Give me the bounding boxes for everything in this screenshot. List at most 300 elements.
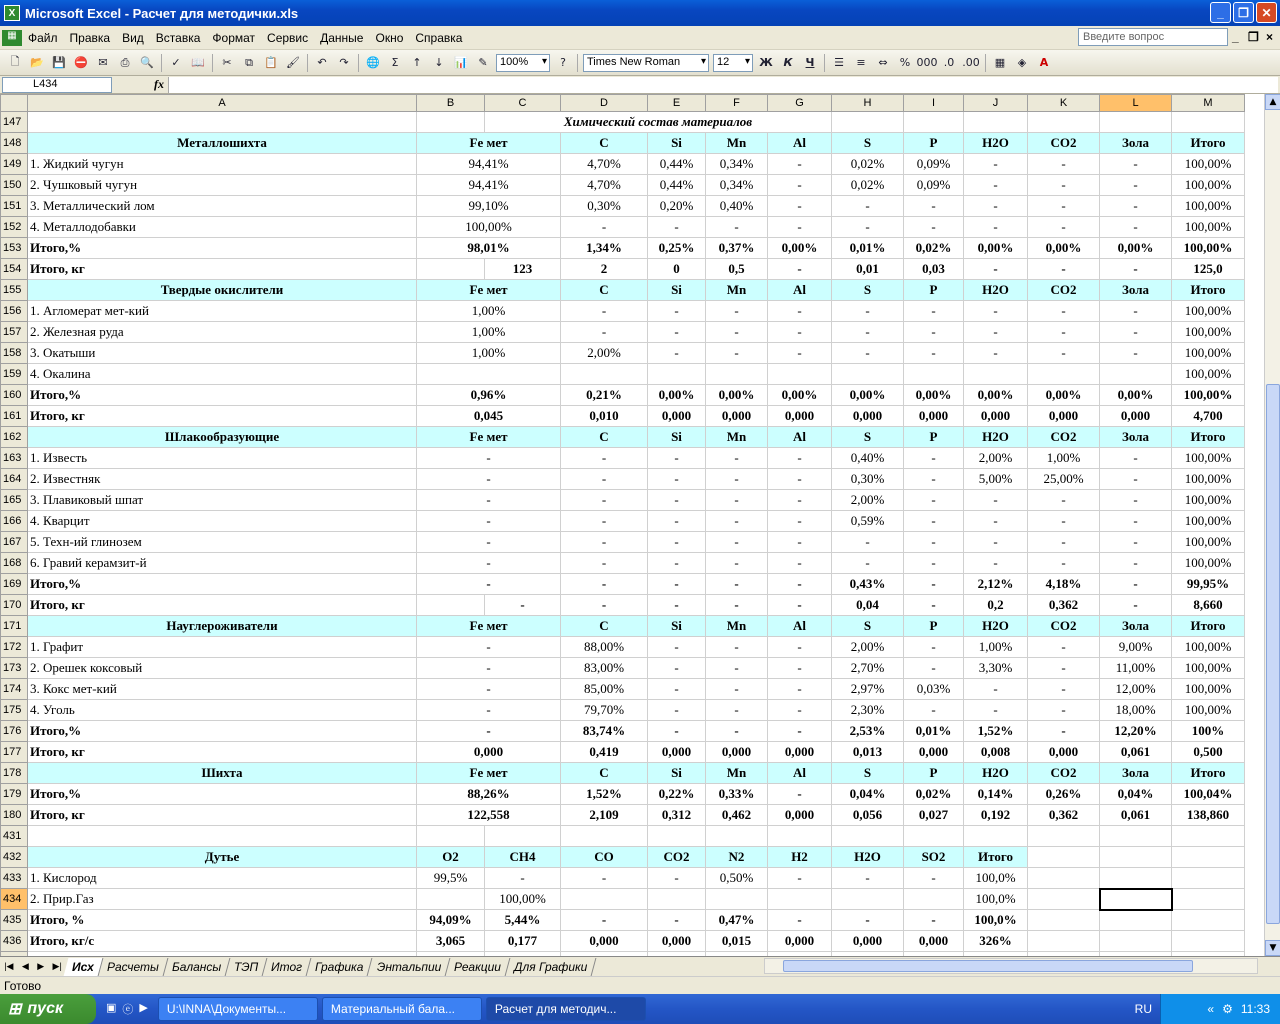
row-header[interactable]: 154 [1,259,28,280]
cell[interactable]: 0,33% [706,784,768,805]
cell[interactable]: - [964,343,1028,364]
cell[interactable]: 0,37% [706,238,768,259]
cell[interactable]: - [768,469,832,490]
menu-item[interactable]: Справка [415,30,463,45]
cell-grid[interactable] [0,94,1245,956]
sheet-tab[interactable] [368,958,450,976]
cell[interactable]: - [417,532,561,553]
cell[interactable]: - [904,469,964,490]
sheet-tab[interactable] [163,958,230,976]
font-select[interactable]: Times New Roman ▾ [583,54,709,72]
cell[interactable]: Итого [1172,616,1245,637]
cell[interactable]: - [964,196,1028,217]
cell[interactable]: - [1100,196,1172,217]
cell[interactable]: 100% [1172,721,1245,742]
align-left-icon[interactable]: ☰ [834,56,844,69]
cell[interactable]: Итого, кг/с [28,931,417,952]
cell[interactable]: P [904,280,964,301]
cell[interactable] [768,889,832,910]
cell[interactable]: - [706,553,768,574]
cell[interactable]: CO2 [648,847,706,868]
cell[interactable] [832,889,904,910]
column-header[interactable]: K [1028,95,1100,112]
cell[interactable]: - [904,511,964,532]
cell[interactable]: 2. Известняк [28,469,417,490]
cell[interactable]: 0,20% [648,196,706,217]
cell[interactable]: 1,52% [964,721,1028,742]
cell[interactable] [768,364,832,385]
cell[interactable]: - [904,343,964,364]
worksheet[interactable] [0,94,1264,956]
cell[interactable]: - [561,217,648,238]
cell[interactable]: - [706,679,768,700]
cell[interactable]: - [561,469,648,490]
row-header[interactable]: 164 [1,469,28,490]
cell[interactable]: - [706,637,768,658]
cell[interactable] [1172,112,1245,133]
cell[interactable]: C [561,616,648,637]
cell[interactable]: 0,40% [706,196,768,217]
cell[interactable]: - [964,322,1028,343]
drawing-icon[interactable]: ✎ [478,56,488,69]
cell[interactable]: 25,00% [1028,469,1100,490]
cell[interactable]: 18,00% [1100,700,1172,721]
cell[interactable]: N2 [706,847,768,868]
cell[interactable]: - [648,574,706,595]
research-icon[interactable]: 📖 [191,56,205,69]
bold-button[interactable]: Ж [759,56,773,69]
cell[interactable] [28,826,417,847]
cell[interactable]: Итого [1172,280,1245,301]
sheet-tab[interactable] [263,958,312,976]
cell[interactable]: 100,00% [1172,658,1245,679]
cell[interactable]: - [561,532,648,553]
scroll-up-icon[interactable]: ▲ [1265,94,1280,110]
cell[interactable]: - [648,721,706,742]
cell[interactable] [1028,931,1100,952]
row-header[interactable]: 178 [1,763,28,784]
cell[interactable]: 0,40% [832,448,904,469]
cell[interactable]: Mn [706,763,768,784]
menu-item[interactable]: Вид [122,30,144,45]
cell[interactable]: Итого [964,847,1028,868]
cell[interactable]: 2 [561,259,648,280]
cell[interactable] [1100,868,1172,889]
tab-navigation[interactable]: |◀ ◀ ▶ ▶| [4,961,62,971]
row-header[interactable]: 436 [1,931,28,952]
cell[interactable] [417,595,485,616]
cell[interactable]: - [768,448,832,469]
cell[interactable]: 122,558 [417,805,561,826]
align-center-icon[interactable]: ≡ [856,56,866,69]
cell[interactable]: CO2 [1028,280,1100,301]
row-header[interactable]: 156 [1,301,28,322]
cell[interactable]: 0,000 [1100,406,1172,427]
taskbar-button[interactable]: Расчет для методич... [486,997,646,1021]
cell[interactable]: 0,000 [904,742,964,763]
cell[interactable] [832,826,904,847]
menu-item[interactable]: Окно [375,30,404,45]
cell[interactable]: - [1028,700,1100,721]
cell[interactable]: - [964,511,1028,532]
cell[interactable]: S [832,133,904,154]
row-header[interactable]: 149 [1,154,28,175]
cell[interactable]: 100,00% [1172,322,1245,343]
cell[interactable]: 1,52% [561,784,648,805]
workbook-icon[interactable]: ▦ [2,30,22,46]
cell[interactable] [1100,112,1172,133]
cell[interactable]: 2,00% [832,637,904,658]
menu-item[interactable]: Формат [212,30,256,45]
tray-arrow-icon[interactable]: « [1207,1002,1215,1016]
new-icon[interactable]: 🗋 [10,55,20,68]
cell[interactable]: - [768,301,832,322]
sheet-tab[interactable] [505,958,596,976]
cell[interactable]: Итого,% [28,574,417,595]
cell[interactable]: 100,00% [1172,490,1245,511]
email-icon[interactable]: ✉ [98,56,108,69]
row-header[interactable]: 169 [1,574,28,595]
cell[interactable]: Al [768,763,832,784]
chart-wizard-icon[interactable]: 📊 [454,56,468,69]
cell[interactable]: - [768,679,832,700]
cell[interactable]: 88,26% [417,784,561,805]
cell[interactable]: - [706,595,768,616]
cell[interactable]: - [768,154,832,175]
taskbar-button[interactable]: U:\INNA\Документы... [158,997,318,1021]
cell[interactable] [1172,931,1245,952]
cell[interactable]: 0,59% [832,511,904,532]
cell[interactable]: Mn [706,616,768,637]
cell[interactable]: - [561,322,648,343]
cell[interactable]: - [768,910,832,931]
column-header[interactable]: A [28,95,417,112]
cell[interactable]: CH4 [485,847,561,868]
cell[interactable]: 1,34% [561,238,648,259]
cell[interactable]: - [648,637,706,658]
cell[interactable]: 0,192 [964,805,1028,826]
cell[interactable]: - [904,910,964,931]
cell[interactable]: 1,00% [417,343,561,364]
cell[interactable]: - [417,637,561,658]
cell[interactable]: 99,95% [1172,574,1245,595]
redo-icon[interactable]: ↷ [339,56,349,69]
cell[interactable]: - [832,532,904,553]
cell[interactable]: 3. Плавиковый шпат [28,490,417,511]
cell[interactable]: 326% [964,931,1028,952]
cell[interactable]: Итого,% [28,238,417,259]
formula-input[interactable] [168,77,1278,93]
cell[interactable]: 0,061 [1100,805,1172,826]
fx-icon[interactable]: fx [154,77,164,91]
cell[interactable]: - [1100,448,1172,469]
cell[interactable]: Si [648,427,706,448]
cell[interactable]: 0,500 [1172,742,1245,763]
column-header[interactable]: F [706,95,768,112]
cell[interactable]: - [417,490,561,511]
vertical-scrollbar[interactable] [1264,94,1280,956]
cell[interactable]: - [706,448,768,469]
row-header[interactable]: 434 [1,889,28,910]
cell[interactable]: - [648,343,706,364]
cell[interactable]: 0 [648,259,706,280]
zoom-select[interactable]: 100% ▾ [496,54,550,72]
cell[interactable]: Итого,% [28,721,417,742]
sort-desc-icon[interactable]: ↓ [434,56,444,69]
cell[interactable] [1100,910,1172,931]
cell[interactable]: 0,00% [1028,385,1100,406]
cell[interactable] [964,112,1028,133]
cell[interactable]: 0,09% [904,154,964,175]
cell[interactable] [1028,112,1100,133]
menu-item[interactable]: Сервис [267,30,309,45]
cell[interactable]: 0,000 [768,805,832,826]
column-header[interactable]: G [768,95,832,112]
cell[interactable]: - [706,721,768,742]
cell[interactable]: - [561,553,648,574]
cell[interactable]: P [904,427,964,448]
cell[interactable]: 2,00% [832,490,904,511]
column-header[interactable]: H [832,95,904,112]
column-header[interactable]: C [485,95,561,112]
cell[interactable]: 0,02% [904,238,964,259]
cell[interactable]: - [648,469,706,490]
cell[interactable] [964,364,1028,385]
save-icon[interactable]: 💾 [52,56,66,69]
cell[interactable] [417,826,485,847]
cell[interactable]: - [648,322,706,343]
percent-icon[interactable]: % [899,56,911,69]
cell[interactable]: 0,96% [417,385,561,406]
cell[interactable]: - [768,217,832,238]
row-header[interactable]: 158 [1,343,28,364]
cell[interactable]: 4. Окалина [28,364,417,385]
cell[interactable]: 0,00% [904,385,964,406]
cell[interactable]: 0,01% [832,238,904,259]
cell[interactable]: 0,000 [964,406,1028,427]
cell[interactable]: 0,000 [1028,406,1100,427]
cell[interactable]: 0,00% [1100,238,1172,259]
cell[interactable]: 0,04 [832,595,904,616]
cell[interactable]: P [904,616,964,637]
cell[interactable]: - [417,721,561,742]
cell[interactable]: - [768,532,832,553]
merge-center-icon[interactable]: ⇔ [878,56,888,69]
cell[interactable]: 0,008 [964,742,1028,763]
column-header[interactable]: E [648,95,706,112]
cell[interactable]: - [964,679,1028,700]
cell[interactable]: Итого, кг [28,805,417,826]
cell[interactable]: - [768,868,832,889]
cell[interactable]: 0,30% [561,196,648,217]
row-header[interactable]: 433 [1,868,28,889]
cell[interactable]: Итого, кг [28,742,417,763]
cell[interactable]: - [417,448,561,469]
cell[interactable]: 4,70% [561,175,648,196]
cell[interactable]: - [964,175,1028,196]
cell[interactable]: 0,010 [561,406,648,427]
cell[interactable] [1028,889,1100,910]
cell[interactable] [904,826,964,847]
cell[interactable]: Шихта [28,763,417,784]
antivirus-icon[interactable]: ⚙ [1222,1002,1233,1016]
cell[interactable]: 79,70% [561,700,648,721]
cell[interactable]: 0,25% [648,238,706,259]
undo-icon[interactable]: ↶ [317,56,327,69]
cell[interactable]: 0,04% [1100,784,1172,805]
cell[interactable]: - [904,490,964,511]
borders-icon[interactable]: ▦ [994,56,1006,69]
cell[interactable]: - [904,574,964,595]
cell[interactable]: - [417,553,561,574]
cell[interactable] [648,364,706,385]
row-header[interactable]: 176 [1,721,28,742]
cell[interactable]: - [768,343,832,364]
cell[interactable]: Si [648,280,706,301]
row-header[interactable]: 153 [1,238,28,259]
cell[interactable]: - [1028,259,1100,280]
cell[interactable]: 2,109 [561,805,648,826]
cell[interactable]: 0,34% [706,154,768,175]
cell[interactable] [706,889,768,910]
cell[interactable]: - [768,196,832,217]
row-header[interactable]: 166 [1,511,28,532]
sort-asc-icon[interactable]: ↑ [412,56,422,69]
cell[interactable]: 0,00% [832,385,904,406]
cell[interactable]: - [706,322,768,343]
cell[interactable]: - [904,196,964,217]
cell[interactable]: - [706,700,768,721]
cell[interactable]: 0,061 [1100,742,1172,763]
cell[interactable]: - [561,511,648,532]
language-indicator[interactable]: RU [1134,1002,1152,1016]
cell[interactable]: 2,70% [832,658,904,679]
cell[interactable]: - [964,490,1028,511]
cell[interactable]: - [904,217,964,238]
cell[interactable]: H2O [964,763,1028,784]
cell[interactable]: 3. Окатыши [28,343,417,364]
cell[interactable]: 4. Уголь [28,700,417,721]
cell[interactable]: Дутье [28,847,417,868]
cell[interactable]: - [485,595,561,616]
cell[interactable]: 5. Техн-ий глинозем [28,532,417,553]
decrease-decimal-icon[interactable]: .00 [962,56,980,69]
cell[interactable]: - [417,469,561,490]
cell[interactable]: Шлакообразующие [28,427,417,448]
row-header[interactable]: 150 [1,175,28,196]
cell[interactable]: 3,065 [417,931,485,952]
help-search-input[interactable]: Введите вопрос [1078,28,1228,46]
cell[interactable] [964,826,1028,847]
cell[interactable]: Si [648,133,706,154]
cell[interactable]: 100,00% [1172,385,1245,406]
cell[interactable] [561,364,648,385]
cell[interactable]: 0,00% [964,385,1028,406]
copy-icon[interactable]: ⧉ [245,55,253,69]
cell[interactable]: 3,30% [964,658,1028,679]
cell[interactable]: 0,5 [706,259,768,280]
horizontal-scrollbar[interactable] [764,958,1258,974]
cell[interactable]: CO [561,847,648,868]
cell[interactable] [832,364,904,385]
cell[interactable]: 0,000 [904,406,964,427]
start-button[interactable] [0,994,96,1024]
cell[interactable]: Твердые окислители [28,280,417,301]
row-header[interactable]: 162 [1,427,28,448]
row-header[interactable]: 155 [1,280,28,301]
cell[interactable]: 4,700 [1172,406,1245,427]
cell[interactable]: 0,027 [904,805,964,826]
cell[interactable]: - [904,301,964,322]
cell[interactable]: 100,00% [485,889,561,910]
cell[interactable]: - [768,595,832,616]
cell[interactable]: - [768,259,832,280]
row-header[interactable]: 152 [1,217,28,238]
cell[interactable]: Итого,% [28,385,417,406]
cell[interactable]: C [561,763,648,784]
cell[interactable]: - [1028,175,1100,196]
cell[interactable]: 100,00% [1172,175,1245,196]
desktop-icon[interactable]: ▣ [106,1001,117,1014]
cell[interactable]: 100,00% [1172,637,1245,658]
cell[interactable]: - [706,574,768,595]
row-header[interactable]: 148 [1,133,28,154]
column-header[interactable]: J [964,95,1028,112]
cell[interactable]: - [1028,679,1100,700]
cell[interactable]: - [964,532,1028,553]
cell[interactable]: 83,00% [561,658,648,679]
cell[interactable]: - [1028,322,1100,343]
cell[interactable]: 88,00% [561,637,648,658]
cell[interactable]: 12,20% [1100,721,1172,742]
cell[interactable]: - [904,700,964,721]
cell[interactable]: - [964,259,1028,280]
cell[interactable]: - [832,868,904,889]
cell[interactable]: - [964,217,1028,238]
cell[interactable]: 0,462 [706,805,768,826]
cell[interactable] [1028,364,1100,385]
cell[interactable] [1172,826,1245,847]
cell[interactable]: 3. Металлический лом [28,196,417,217]
cell[interactable]: - [648,910,706,931]
row-header[interactable]: 172 [1,637,28,658]
cell[interactable]: - [706,511,768,532]
cell[interactable]: - [1100,154,1172,175]
open-icon[interactable]: 📂 [30,56,44,69]
cell[interactable]: - [417,574,561,595]
cell[interactable]: Итого [1172,763,1245,784]
cell[interactable] [904,364,964,385]
cell[interactable]: 99,10% [417,196,561,217]
cell[interactable]: - [768,490,832,511]
cell[interactable]: 0,47% [706,910,768,931]
cell[interactable]: - [1028,301,1100,322]
cell[interactable]: - [485,868,561,889]
cell[interactable]: Зола [1100,427,1172,448]
hyperlink-icon[interactable]: 🌐 [366,56,380,69]
cell[interactable]: 0,000 [832,406,904,427]
sheet-tab[interactable] [226,958,268,976]
increase-decimal-icon[interactable]: .0 [943,56,955,69]
cell[interactable]: 85,00% [561,679,648,700]
cell[interactable]: - [706,301,768,322]
cell[interactable] [904,889,964,910]
cell[interactable]: Mn [706,280,768,301]
cell[interactable] [417,364,561,385]
cell[interactable]: Al [768,616,832,637]
cell[interactable]: 0,00% [768,385,832,406]
cell[interactable]: - [1028,532,1100,553]
